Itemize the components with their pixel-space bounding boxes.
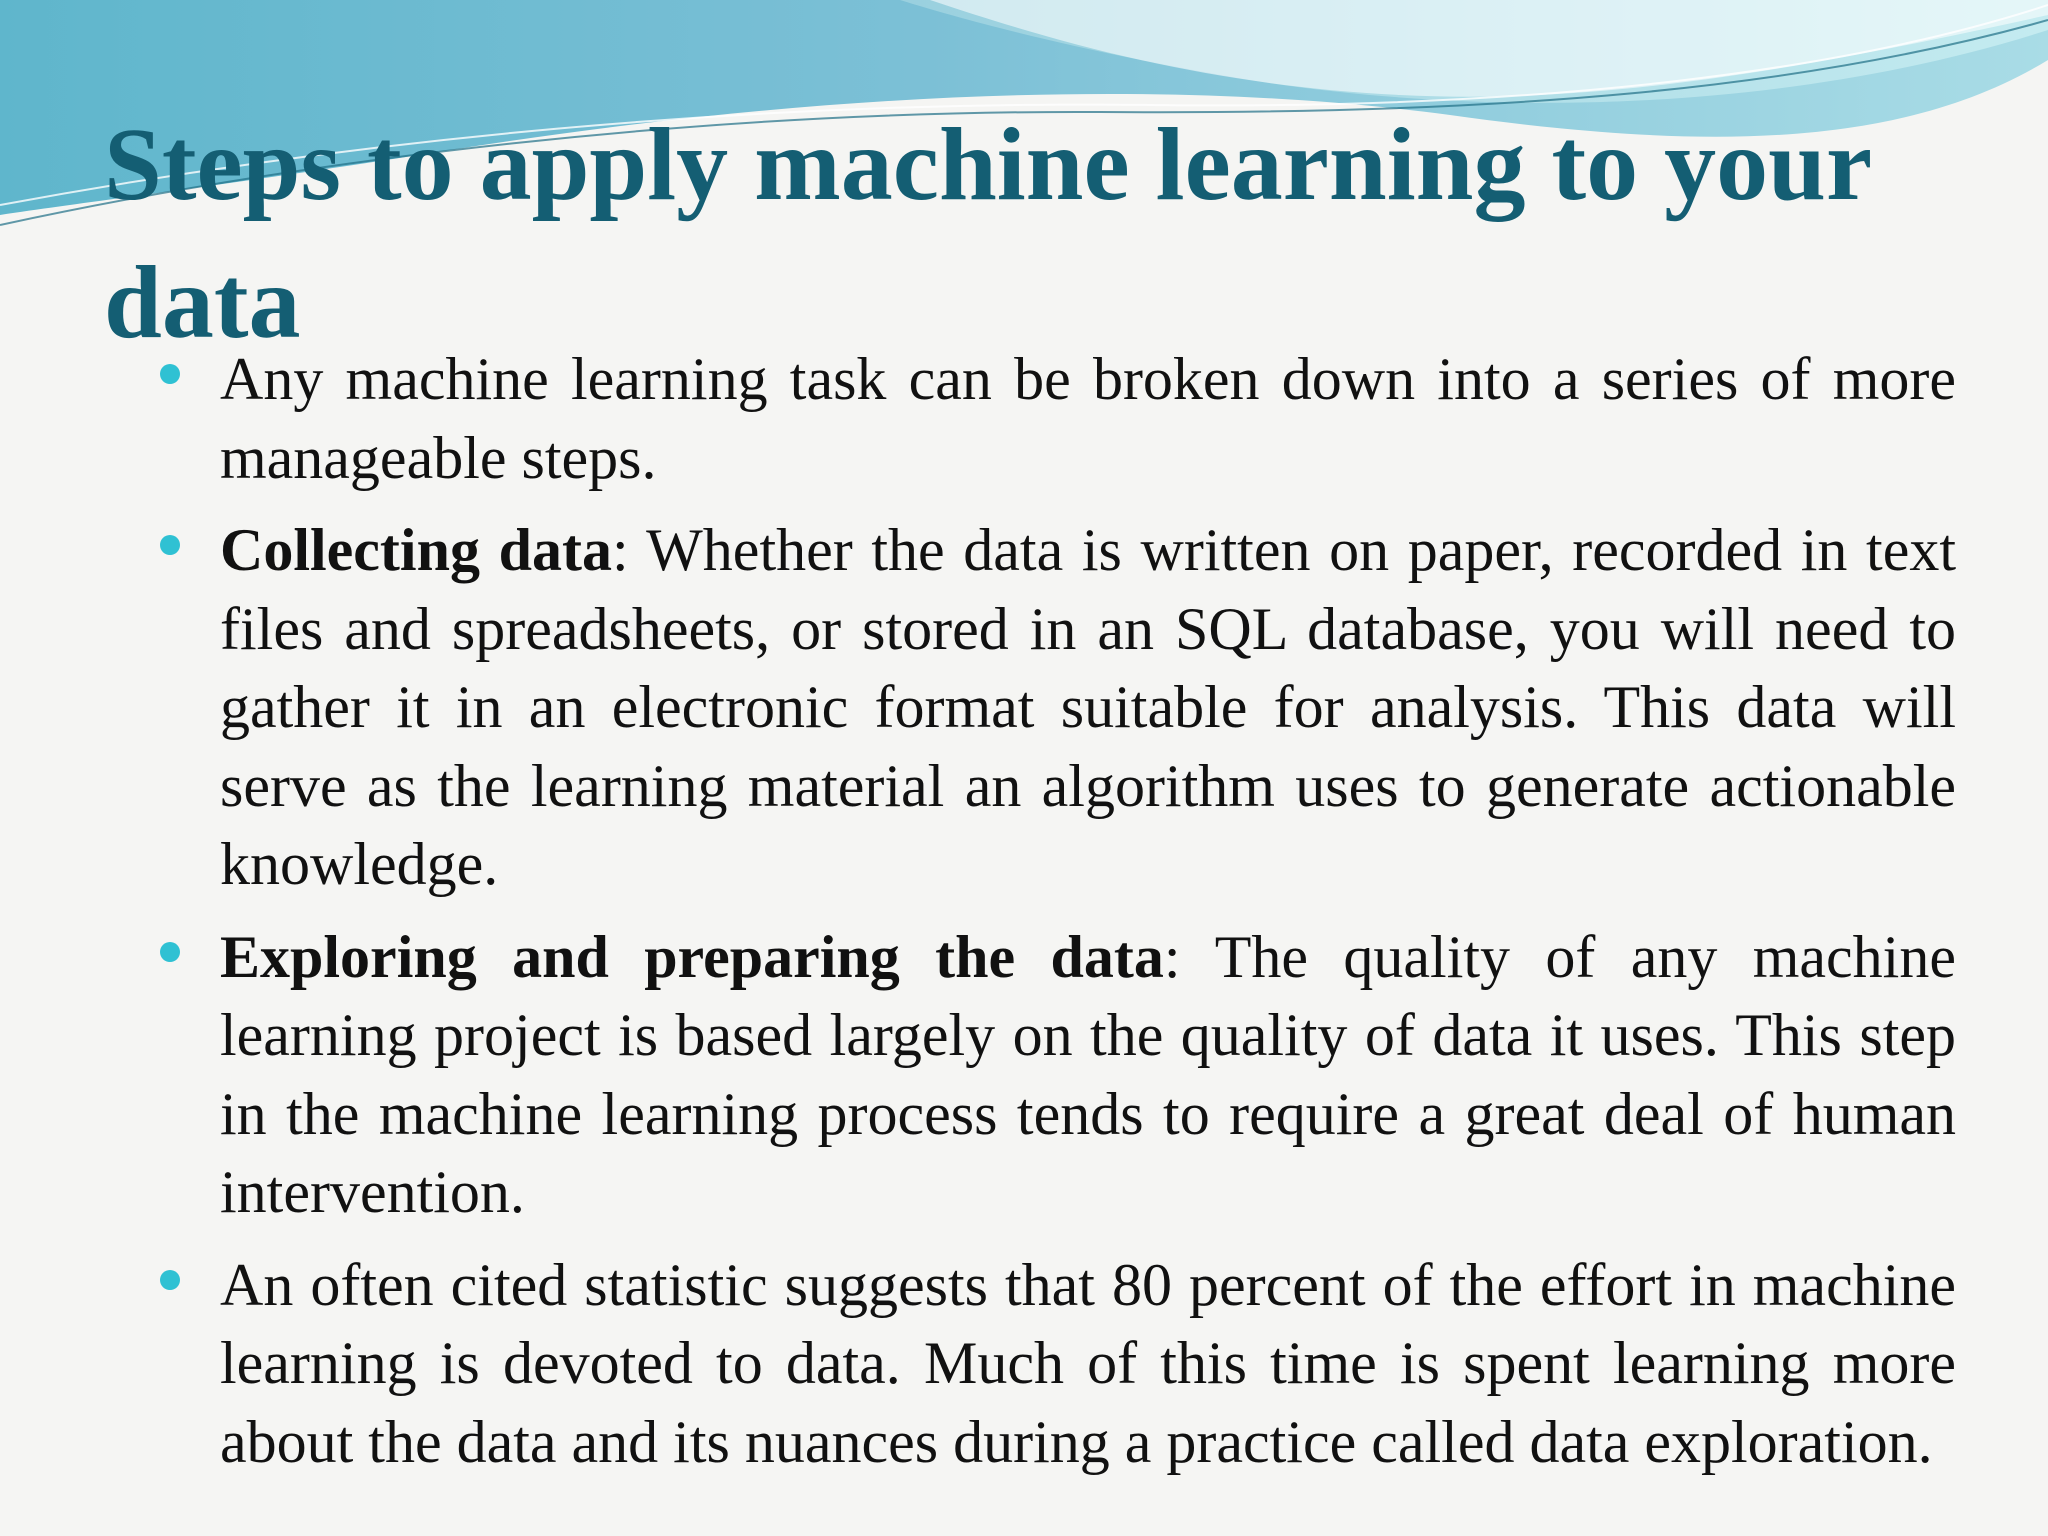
- bullet-item: [158, 918, 1956, 1232]
- bullet-dot-icon: [160, 1270, 180, 1290]
- slide-title: Steps to apply machine learning to your data: [104, 107, 1871, 360]
- bullet-list: [158, 340, 1956, 1495]
- bullet-dot-icon: [160, 942, 180, 962]
- bullet-text: Whether the data is written on paper, recorded in text files and spreadsheets, or stored in an SQL database, you will need to gather it in an electronic format suitable for analysis. This data will serve as the learning material an algorithm uses to generate actionable knowledge.: [220, 517, 1956, 897]
- bullet-text: An often cited statistic suggests that 80 percent of the effort in machine learning is devoted to data. Much of this time is spent learning more about the data and its nuances during a practice called data exploration.: [220, 1251, 1956, 1475]
- bullet-text: The quality of any machine learning project is based largely on the quality of data it uses. This step in the machine learning process tends to require a great deal of human intervention.: [220, 923, 1956, 1225]
- bullet-separator: :: [1163, 923, 1181, 990]
- bullet-item: [158, 1246, 1956, 1482]
- bullet-separator: :: [611, 517, 629, 583]
- bullet-term: Collecting data: [220, 517, 612, 583]
- bullet-dot-icon: [160, 535, 180, 555]
- bullet-dot-icon: [160, 364, 180, 384]
- bullet-text: Any machine learning task can be broken down into a series of more manageable steps.: [220, 346, 1956, 491]
- bullet-item: [158, 511, 1956, 904]
- bullet-item: [158, 340, 1956, 497]
- bullet-term: Exploring and preparing the data: [220, 923, 1164, 990]
